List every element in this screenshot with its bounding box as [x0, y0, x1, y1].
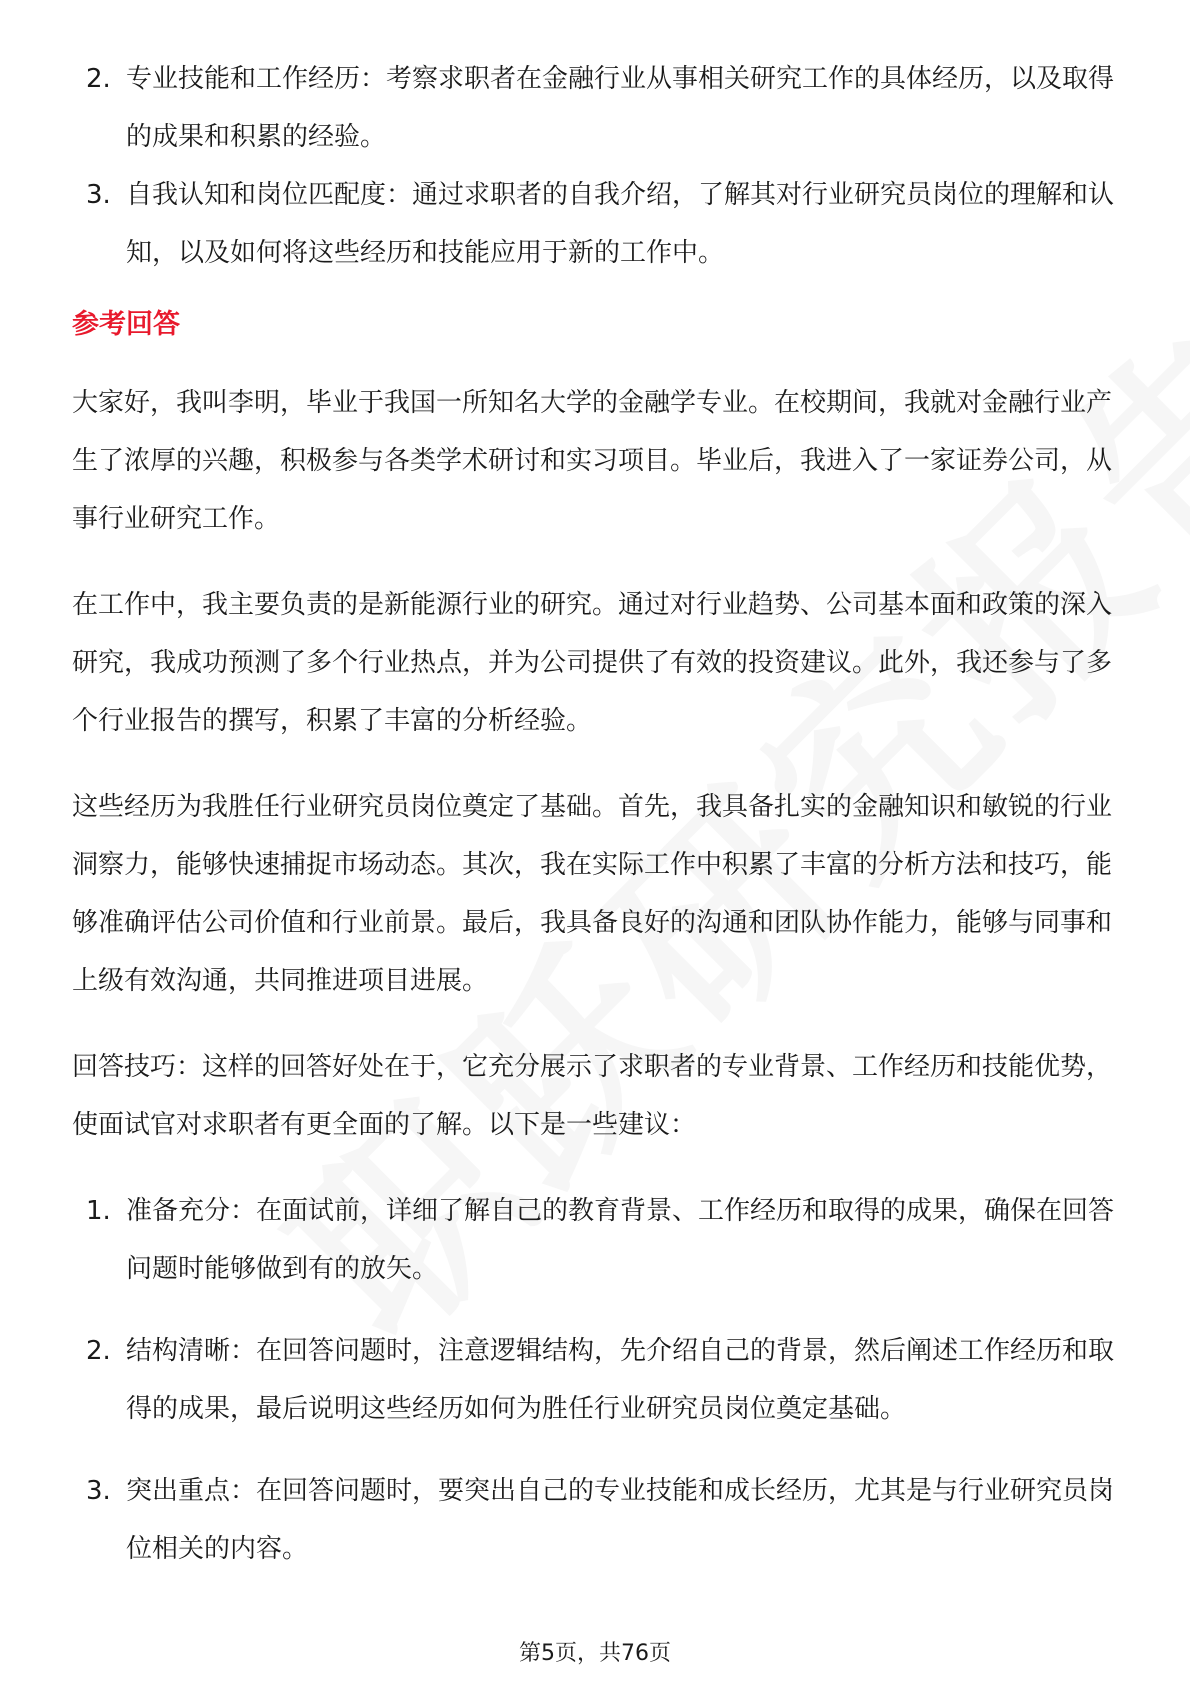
list-item-text: 自我认知和岗位匹配度：通过求职者的自我介绍，了解其对行业研究员岗位的理解和认知，以及如何将这些经历和技能应用于新的工作中。 — [126, 180, 1115, 268]
list-spacer — [72, 1298, 1122, 1322]
criteria-list — [72, 50, 1122, 282]
paragraph: 在工作中，我主要负责的是新能源行业的研究。通过对行业趋势、公司基本面和政策的深入研究，我成功预测了多个行业热点，并为公司提供了有效的投资建议。此外，我还参与了多个行业报告的撰写，积累了丰富的分析经验。 — [72, 590, 1113, 736]
list-item — [72, 1322, 1122, 1438]
paragraph: 大家好，我叫李明，毕业于我国一所知名大学的金融学专业。在校期间，我就对金融行业产生了浓厚的兴趣，积极参与各类学术研讨和实习项目。毕业后，我进入了一家证券公司，从事行业研究工作。 — [72, 388, 1113, 534]
list-item — [72, 50, 1122, 166]
list-item-text: 准备充分：在面试前，详细了解自己的教育背景、工作经历和取得的成果，确保在回答问题时能够做到有的放矢。 — [126, 1196, 1115, 1284]
page-content — [72, 50, 1122, 1578]
list-item — [72, 1462, 1122, 1578]
list-item-number: 3. — [86, 1476, 111, 1506]
list-spacer — [72, 1438, 1122, 1462]
tips-list — [72, 1182, 1122, 1578]
list-item-text: 结构清晰：在回答问题时，注意逻辑结构，先介绍自己的背景，然后阐述工作经历和取得的成果，最后说明这些经历如何为胜任行业研究员岗位奠定基础。 — [126, 1336, 1115, 1424]
section-heading: 参考回答 — [72, 309, 180, 340]
list-item-number: 2. — [86, 64, 111, 94]
paragraph: 这些经历为我胜任行业研究员岗位奠定了基础。首先，我具备扎实的金融知识和敏锐的行业洞察力，能够快速捕捉市场动态。其次，我在实际工作中积累了丰富的分析方法和技巧，能够准确评估公司价值和行业前景。最后，我具备良好的沟通和团队协作能力，能够与同事和上级有效沟通，共同推进项目进展。 — [72, 792, 1113, 996]
list-item-number: 3. — [86, 180, 111, 210]
list-item — [72, 1182, 1122, 1298]
list-item-number: 2. — [86, 1336, 111, 1366]
list-item-text: 专业技能和工作经历：考察求职者在金融行业从事相关研究工作的具体经历，以及取得的成果和积累的经验。 — [126, 64, 1115, 152]
list-item-number: 1. — [86, 1196, 111, 1226]
list-item-text: 突出重点：在回答问题时，要突出自己的专业技能和成长经历，尤其是与行业研究员岗位相关的内容。 — [126, 1476, 1115, 1564]
paragraph: 回答技巧：这样的回答好处在于，它充分展示了求职者的专业背景、工作经历和技能优势，使面试官对求职者有更全面的了解。以下是一些建议： — [72, 1052, 1113, 1140]
list-item — [72, 166, 1122, 282]
page-number: 第5页，共76页 — [519, 1641, 671, 1666]
